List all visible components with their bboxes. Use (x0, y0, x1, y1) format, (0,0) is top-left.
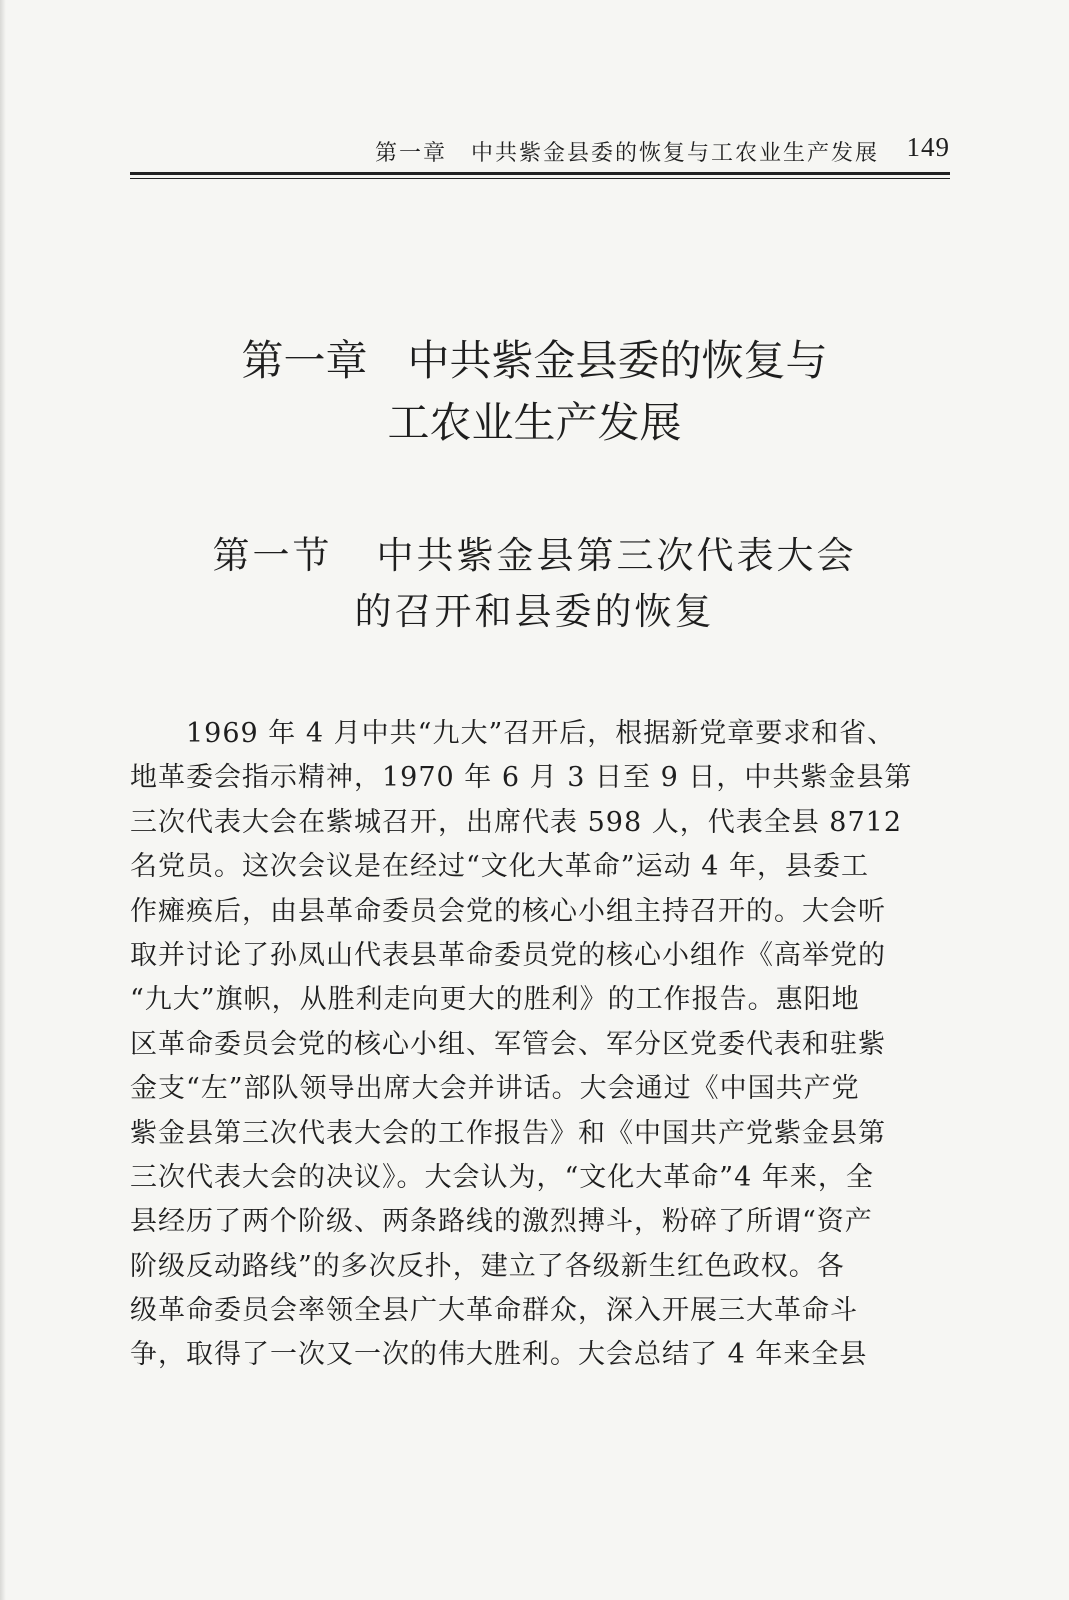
body-line: 作瘫痪后，由县革命委员会党的核心小组主持召开的。大会听 (130, 895, 886, 927)
chapter-title-text-1: 中共紫金县委的恢复与 (407, 336, 828, 385)
chapter-title-line-2: 工农业生产发展 (387, 398, 682, 447)
running-head-title: 第一章 中共紫金县委的恢复与工农业生产发展 (375, 141, 880, 166)
header-rule-thin (130, 178, 950, 179)
body-line: 阶级反动路线”的多次反扑，建立了各级新生红色政权。各 (130, 1250, 845, 1282)
body-line: 紫金县第三次代表大会的工作报告》和《中国共产党紫金县第 (130, 1117, 886, 1149)
body-line: 县经历了两个阶级、两条路线的激烈搏斗，粉碎了所谓“资产 (130, 1206, 873, 1238)
body-line: 1969 年 4 月中共“九大”召开后，根据新党章要求和省、 (186, 718, 896, 749)
body-line: 地革委会指示精神，1970 年 6 月 3 日至 9 日，中共紫金县第 (130, 762, 913, 794)
chapter-title (0, 330, 1069, 454)
body-paragraph (130, 712, 950, 1378)
section-label: 第一节 (212, 534, 333, 577)
section-title-text-1: 中共紫金县第三次代表大会 (376, 534, 857, 577)
body-line: 争，取得了一次又一次的伟大胜利。大会总结了 4 年来全县 (130, 1339, 868, 1371)
chapter-label: 第一章 (241, 336, 368, 385)
chapter-title-line-1 (0, 330, 1069, 392)
body-line: 取并讨论了孙凤山代表县革命委员党的核心小组作《高举党的 (130, 939, 886, 971)
section-title-line-2: 的召开和县委的恢复 (354, 590, 715, 633)
header-rule-thick (130, 172, 950, 175)
section-title-line-1 (0, 528, 1069, 584)
body-line: 金支“左”部队领导出席大会并讲话。大会通过《中国共产党 (130, 1073, 860, 1105)
body-line: 区革命委员会党的核心小组、军管会、军分区党委代表和驻紫 (130, 1028, 886, 1060)
page-number: 149 (906, 132, 950, 162)
body-line: 级革命委员会率领全县广大革命群众，深入开展三大革命斗 (130, 1295, 858, 1327)
running-head (130, 128, 950, 168)
body-line: “九大”旗帜，从胜利走向更大的胜利》的工作报告。惠阳地 (130, 984, 860, 1016)
body-line: 三次代表大会在紫城召开，出席代表 598 人，代表全县 8712 (130, 806, 902, 838)
body-line: 三次代表大会的决议》。大会认为，“文化大革命”4 年来，全 (130, 1161, 874, 1193)
body-line: 名党员。这次会议是在经过“文化大革命”运动 4 年，县委工 (130, 851, 869, 883)
section-title (0, 528, 1069, 640)
page-edge-shadow (0, 0, 6, 1600)
